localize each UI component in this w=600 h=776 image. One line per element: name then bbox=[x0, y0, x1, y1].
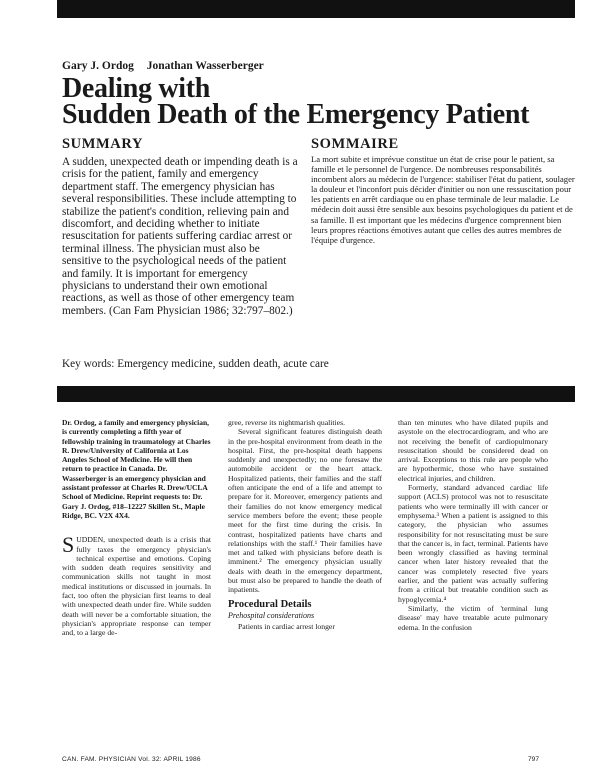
journal-footer: CAN. FAM. PHYSICIAN Vol. 32: APRIL 1986 bbox=[62, 756, 201, 763]
paragraph: gree, reverse its nightmarish qualities. bbox=[228, 418, 345, 427]
body-column-1 bbox=[62, 418, 211, 638]
drop-cap: S bbox=[62, 532, 75, 558]
author-bio: Dr. Ordog, a family and emergency physician, is currently completing a fifth year of fellowship training in traumatology at Charles R. Drew/University of California at Los Angeles School of Medicine. He will then return to practice in Canada. Dr. Wasserberger is an emergency physician and assistant professor at Charles R. Drew/UCLA School of Medicine. Reprint requests to: Dr. Gary J. Ordog, #18–12227 Skillen St., Maple Ridge, BC. V2X 4X4. bbox=[62, 418, 211, 520]
paragraph: Similarly, the victim of 'terminal lung disease' may have treatable acute pulmonary edema. In the confusion bbox=[398, 603, 548, 632]
sommaire-heading: SOMMAIRE bbox=[311, 136, 399, 152]
summary-heading: SUMMARY bbox=[62, 136, 144, 152]
body-column-3 bbox=[398, 418, 548, 632]
title-line: Sudden Death of the Emergency Patient bbox=[62, 99, 530, 130]
author-name: Jonathan Wasserberger bbox=[146, 60, 264, 72]
body-column-2 bbox=[228, 418, 382, 632]
opening-paragraph bbox=[62, 532, 211, 638]
article-title bbox=[62, 73, 530, 130]
paragraph: Patients in cardiac arrest longer bbox=[238, 622, 335, 632]
title-line: Dealing with bbox=[62, 73, 211, 104]
author-line bbox=[62, 60, 274, 72]
top-decorative-bar bbox=[57, 0, 575, 18]
keywords: Key words: Emergency medicine, sudden death, acute care bbox=[62, 358, 329, 370]
subsection-heading: Prehospital considerations bbox=[228, 610, 315, 620]
page-number: 797 bbox=[528, 756, 540, 763]
section-divider-bar bbox=[57, 386, 575, 402]
author-name: Gary J. Ordog bbox=[62, 60, 134, 72]
sommaire-text: La mort subite et imprévue constitue un état de crise pour le patient, sa famille et le personnel de l'urgence. De nombreuses responsabilités incombent alors au médecin de l'urgence: stabiliser l'état du patient, soulager la douleur et l'inconfort puis décider d'initier ou non une ressuscitation pour les patients en arrêt cardiaque ou en phase terminale de leur maladie. Le médecin doit aussi être sensible aux besoins psychologiques du patient et de sa famille. Il est important que les médecins d'urgence comprennent bien leurs propres réactions émotives autant que celles des autres membres de l'équipe d'urgence. bbox=[311, 154, 575, 245]
section-heading: Procedural Details bbox=[228, 598, 312, 610]
paragraph: Formerly, standard advanced cardiac life support (ACLS) protocol was not to resuscitate patients who were terminally ill with cancer or emphysema.³ When a patient is assigned to this category, the physician who assumes responsibility for not resuscitating must be sure that the cancer is, in fact, terminal. Patients have been wrongly classified as having terminal cancer when later history revealed that the cancer was completely resected five years earlier, and the patient was actually suffering from a critical but treatable condition such as hypoglycemia.⁴ bbox=[398, 483, 548, 604]
summary-text: A sudden, unexpected death or impending death is a crisis for the patient, family and emergency department staff. The emergency physician has several responsibilities. These include attempting to stabilize the patient's condition, relieving pain and discomfort, and deciding whether to initiate resuscitation for patients suffering cardiac arrest or terminal illness. The physician must also be sensitive to the psychological needs of the patient and family. It is important for emergency physicians to understand their own emotional reactions, as well as those of other emergency team members. (Can Fam Physician 1986; 32:797–802.) bbox=[62, 156, 298, 317]
paragraph: Several significant features distinguish death in the pre-hospital environment from death in the hospital. First, the pre-hospital death happens suddenly and unexpectedly; no one foresaw the automobile accident or the heart attack. Hospitalized patients, their families and the staff often anticipate the end of a life and attempt to prepare for it. Moreover, emergency patients and their families do not know emergency medical service members before the event; these people meet for the first time during the crisis. In contrast, hospitalized patients have charts and relationships with the staff.¹ Their families have met and talked with physicians before death is imminent.² The emergency physician usually deals with death in the emergency department, but must also be prepared to handle the death of inpatients. bbox=[228, 427, 382, 595]
paragraph: than ten minutes who have dilated pupils and asystole on the electrocardiogram, and who are not receiving the benefit of cardiopulmonary resuscitation should be considered dead on arrival. Exceptions to this rule are people who are hypothermic, those who have sustained electrical injuries, and children. bbox=[398, 418, 548, 483]
paragraph-text: UDDEN, unexpected death is a crisis that fully taxes the emergency physician's technical expertise and emotions. Coping with sudden death requires sensitivity and communication skills not taught in most medical institutions or discussed in journals. In fact, too often the physician first learns to deal with unexpected death under fire. While sudden death will never be a comfortable situation, the physician's appropriate response can temper and, to a large de- bbox=[62, 535, 211, 638]
